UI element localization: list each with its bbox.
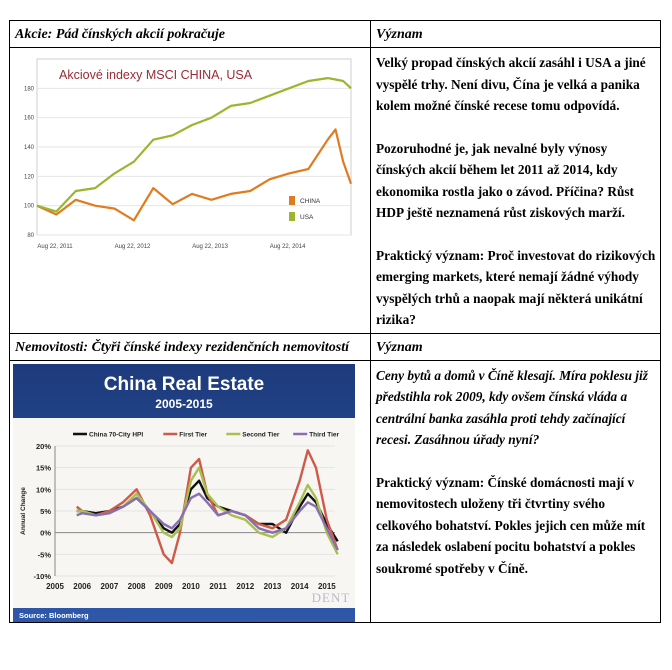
stocks-paragraph-3: Praktický význam: Proč investovat do rizikových emerging markets, které nemají žádné výhody vyspělých trhů a naopak mají některá unikátní rizika? xyxy=(376,247,656,327)
x-tick-label: 2014 xyxy=(290,581,309,591)
y-tick-label: 180 xyxy=(23,86,34,93)
real-estate-paragraph-1: Ceny bytů a domů v Číně klesají. Míra poklesu již předstihla rok 2009, kdy ovšem čínská vláda a centrální banka zasáhla proti tehdy začínající recesi. Zasáhnou úřady nyní? xyxy=(376,367,648,447)
stocks-header: Akcie: Pád čínských akcií pokračuje xyxy=(10,21,371,48)
x-tick-label: 2011 xyxy=(209,581,227,591)
x-tick-label: 2015 xyxy=(317,581,336,591)
x-tick-label: Aug 22, 2012 xyxy=(114,244,151,250)
msci-china-usa-chart xyxy=(13,51,358,259)
legend-label: Second Tier xyxy=(242,431,280,438)
x-tick-label: Aug 22, 2013 xyxy=(192,244,228,250)
watermark: DENT xyxy=(311,589,351,605)
real-estate-chart-cell xyxy=(10,360,371,622)
legend-label: First Tier xyxy=(179,431,208,438)
x-tick-label: 2006 xyxy=(73,581,92,591)
y-tick-label: 20% xyxy=(35,441,51,451)
stocks-paragraph-2: Pozoruhodné je, jak nevalné byly výnosy čínských akcií během let 2011 až 2014, kdy ekonomika rostla jako o závod. Příčina? Růst HDP ještě neznamená růst ziskových marží. xyxy=(376,140,634,220)
legend-label: China 70-City HPI xyxy=(89,431,144,438)
y-tick-label: 5% xyxy=(40,506,51,516)
x-tick-label: 2009 xyxy=(154,581,173,591)
y-tick-label: 10% xyxy=(35,484,51,494)
x-tick-label: 2013 xyxy=(263,581,282,591)
chart-title: China Real Estate xyxy=(103,373,265,395)
y-tick-label: 120 xyxy=(23,174,34,181)
legend-swatch-usa xyxy=(289,212,295,221)
y-tick-label: 100 xyxy=(23,203,34,210)
china-real-estate-chart xyxy=(13,364,355,622)
legend-label: Third Tier xyxy=(309,431,340,438)
stocks-chart-cell xyxy=(10,48,371,334)
x-tick-label: 2007 xyxy=(100,581,119,591)
legend-label-usa: USA xyxy=(300,214,314,221)
legend-swatch-china xyxy=(289,196,295,205)
stocks-paragraph-1: Velký propad čínských akcií zasáhl i USA a jiné vyspělé trhy. Není divu, Čína je velká a panika kolem možné čínské recese tomu odpovídá. xyxy=(376,55,646,113)
y-tick-label: -5% xyxy=(37,549,51,559)
meaning-header-2: Význam xyxy=(371,333,661,360)
stocks-meaning-text xyxy=(371,48,661,334)
real-estate-paragraph-2: Praktický význam: Čínské domácnosti mají v nemovitostech uloženy tři čtvrtiny svého celkového bohatství. Pokles jejich cen může mít za následek oslabení pocitu bohatství a pokles soukromé spotřeby v Číně. xyxy=(376,474,646,576)
x-tick-label: 2010 xyxy=(182,581,200,591)
source-label: Source: Bloomberg xyxy=(19,610,89,620)
x-tick-label: Aug 22, 2014 xyxy=(269,244,306,250)
x-tick-label: 2008 xyxy=(127,581,146,591)
document-table xyxy=(9,20,661,623)
real-estate-meaning-text xyxy=(371,360,661,622)
x-tick-label: 2005 xyxy=(46,581,64,591)
y-tick-label: 80 xyxy=(27,233,34,239)
meaning-header-1: Význam xyxy=(371,21,661,48)
chart-title: Akciové indexy MSCI CHINA, USA xyxy=(59,68,253,82)
y-tick-label: 0% xyxy=(40,528,51,538)
y-tick-label: 160 xyxy=(23,115,34,122)
y-tick-label: -10% xyxy=(33,571,51,581)
chart-subtitle: 2005-2015 xyxy=(155,396,213,411)
y-tick-label: 140 xyxy=(23,145,34,151)
real-estate-header: Nemovitosti: Čtyři čínské indexy rezidenčních nemovitostí xyxy=(10,333,371,360)
x-tick-label: Aug 22, 2011 xyxy=(37,244,73,250)
legend-label-china: CHINA xyxy=(300,198,321,205)
y-axis-label: Annual Change xyxy=(20,486,27,535)
x-tick-label: 2012 xyxy=(236,581,255,591)
y-tick-label: 15% xyxy=(35,463,51,473)
